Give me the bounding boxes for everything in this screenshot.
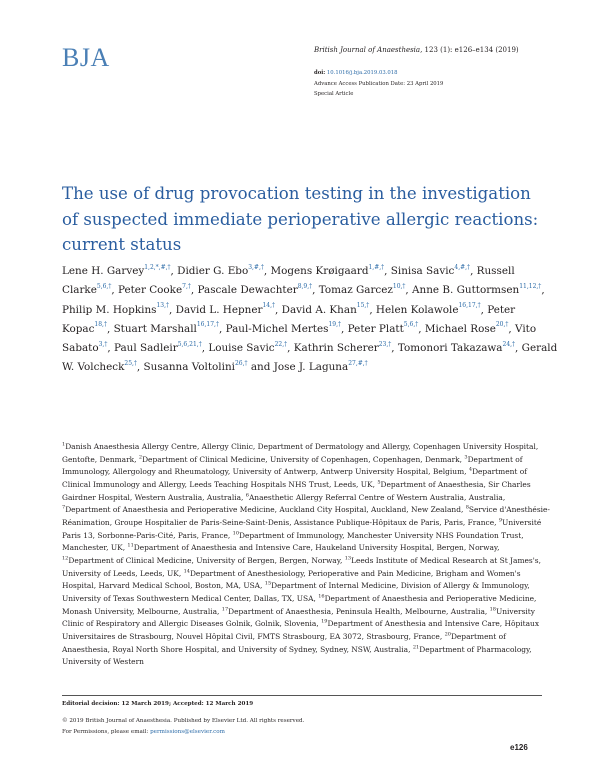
affiliation-text: University Clinic of Respiratory and Allergic Diseases Golnik, Golnik, Slovenia, (62, 606, 535, 629)
affiliation-number: 7 (62, 504, 66, 511)
affiliation-number: 21 (412, 644, 420, 651)
affiliation-text: Department of Anaesthesia, Peninsula Health, Melbourne, Australia, (228, 606, 490, 616)
affiliation-text: Department of Clinical Medicine, University of Copenhagen, Copenhagen, Denmark, (142, 454, 465, 464)
author-separator: , (218, 322, 226, 335)
affiliation-number: 5 (377, 479, 381, 486)
author-separator: , (136, 361, 144, 374)
author-affiliation-marks[interactable]: 1,#,† (368, 263, 385, 271)
author-list (62, 262, 562, 378)
author-separator: , (541, 284, 545, 297)
author-affiliation-marks[interactable]: 22,† (274, 340, 288, 348)
author-affiliation-marks[interactable]: 16,17,† (458, 302, 481, 310)
journal-issue: , 123 (1): e126–e134 (2019) (420, 46, 519, 54)
author-affiliation-marks[interactable]: 16,17,† (196, 321, 219, 329)
affiliation-number: 19 (321, 618, 328, 625)
author-name: Peter Cooke (117, 284, 183, 297)
author-name: Stuart Marshall (113, 322, 197, 335)
author-affiliation-marks[interactable]: 23,† (378, 340, 392, 348)
affiliation-text: Department of Pharmacology, University of Western (62, 644, 532, 667)
affiliation-text: Leeds Institute of Medical Research at St James's, University of Leeds, Leeds, UK, (62, 555, 541, 578)
doi-link[interactable]: 10.1016/j.bja.2019.03.018 (326, 70, 398, 76)
author-affiliation-marks[interactable]: 4,#,† (454, 263, 471, 271)
author-separator: , (107, 342, 114, 355)
author-separator: , (287, 342, 294, 355)
author-affiliation-marks[interactable]: 19,† (328, 321, 342, 329)
journal-logo: BJA (62, 43, 110, 72)
author-separator: , (111, 284, 118, 297)
affiliation-number: 18 (489, 606, 496, 613)
author-name: Tomaz Garcez (318, 284, 393, 297)
affiliation-text: Department of Anaesthesia, Sir Charles Gairdner Hospital, Western Australia, Australia, (62, 479, 531, 502)
page-number: e126 (510, 743, 528, 752)
author-name: Pascale Dewachter (197, 284, 298, 297)
affiliation-text: Danish Anaesthesia Allergy Centre, Allergy Clinic, Department of Dermatology and Allergy, Copenhagen University Hospital, Gentofte, Denmark, (62, 442, 539, 464)
affiliation-number: 9 (498, 517, 503, 524)
author-separator: , (470, 265, 477, 277)
author-separator: , (275, 303, 282, 316)
affiliation-number: 14 (183, 568, 190, 575)
author-affiliation-marks[interactable]: 3,† (98, 340, 108, 348)
affiliation-number: 2 (138, 454, 143, 461)
author-name: Peter Kopac (62, 303, 516, 335)
editorial-dates: Editorial decision: 12 March 2019; Accepted: 12 March 2019 (62, 701, 254, 707)
affiliation-text: Anaesthetic Allergy Referral Centre of Western Australia, Australia, (248, 492, 506, 502)
article-meta (314, 68, 443, 100)
affiliation-number: 3 (464, 454, 468, 461)
permissions-prefix: For Permissions, please email: (62, 728, 151, 735)
author-name: Louise Savic (208, 342, 275, 355)
affiliation-number: 4 (468, 466, 473, 473)
author-affiliation-marks[interactable]: 8,9,† (297, 282, 313, 290)
author-separator: , (480, 303, 488, 316)
affiliation-number: 17 (221, 606, 229, 613)
author-separator: , (369, 303, 376, 316)
author-separator: , (384, 265, 391, 277)
author-affiliation-marks[interactable]: 5,6,† (403, 321, 419, 329)
author-separator: , (169, 303, 176, 316)
author-affiliation-marks[interactable]: 13,† (156, 302, 170, 310)
author-name: Peter Platt (347, 322, 404, 335)
doi-label: doi: (314, 70, 326, 76)
affiliation-number: 10 (232, 530, 240, 537)
author-affiliation-marks[interactable]: 18,† (94, 321, 107, 329)
author-name: Helen Kolawole (375, 303, 459, 316)
author-separator: , (405, 284, 413, 297)
affiliation-number: 15 (264, 580, 272, 587)
author-name: Tomonori Takazawa (397, 342, 503, 355)
affiliation-number: 1 (62, 441, 66, 448)
journal-name: British Journal of Anaesthesia (314, 46, 421, 54)
author-name: Paul-Michel Mertes (225, 322, 329, 335)
author-name: David A. Khan (281, 303, 357, 316)
footer-divider (62, 695, 542, 696)
affiliation-text: Université Paris 13, Sorbonne-Paris-Cité, Paris, France, (62, 517, 542, 540)
author-name: Michael Rose (424, 322, 496, 335)
author-name: Philip M. Hopkins (62, 303, 157, 316)
article-type: Special Article (314, 91, 354, 97)
affiliation-text: Department of Anesthesia and Intensive Care, Hôpitaux Universitaires de Strasbourg, Nouvel Hôpital Civil, FMTS Strasbourg, EA 3072, Strasbourg, France, (62, 619, 540, 641)
affiliation-text: Department of Immunology, Allergology and Rheumatology, University of Antwerp, Antwerp University Hospital, Belgium, (62, 454, 523, 477)
copyright-line: © 2019 British Journal of Anaesthesia. Published by Elsevier Ltd. All rights reserved. (62, 718, 305, 724)
author-affiliation-marks[interactable]: 7,† (182, 282, 191, 290)
author-affiliation-marks[interactable]: 5,6,21,† (177, 340, 202, 348)
author-affiliation-marks[interactable]: 26,† (234, 360, 248, 368)
author-affiliation-marks[interactable]: 11,12,† (519, 282, 542, 290)
author-name: Lene H. Garvey (62, 265, 145, 277)
affiliation-number: 20 (444, 631, 451, 638)
author-affiliation-marks[interactable]: 5,6,† (96, 282, 112, 290)
author-name: Russell Clarke (62, 265, 515, 297)
affiliations (62, 441, 550, 669)
affiliation-text: Department of Clinical Immunology and Allergy, Leeds Teaching Hospitals NHS Trust, Leeds, UK, (62, 467, 527, 489)
author-name: David L. Hepner (175, 303, 263, 316)
publication-date: Advance Access Publication Date: 23 April 2019 (314, 80, 444, 87)
author-affiliation-marks[interactable]: 10,† (392, 282, 406, 290)
permissions-email[interactable]: permissions@elsevier.com (150, 728, 225, 735)
author-separator: , (106, 322, 114, 335)
author-name: Jose J. Laguna (273, 361, 349, 374)
affiliation-number: 12 (62, 555, 69, 562)
permissions-line (62, 727, 304, 738)
author-separator: , (341, 322, 348, 335)
author-name: Mogens Krøigaard (270, 265, 369, 277)
author-affiliation-marks[interactable]: 25,† (124, 360, 137, 368)
affiliation-text: Department of Immunology, Manchester University NHS Foundation Trust, Manchester, UK, (62, 530, 524, 553)
author-separator: , (201, 342, 209, 355)
author-affiliation-marks[interactable]: 20,† (495, 321, 509, 329)
affiliation-number: 11 (127, 542, 134, 549)
author-separator: , (508, 322, 516, 335)
author-affiliation-marks[interactable]: 24,† (502, 340, 516, 348)
author-name: Gerald W. Volcheck (62, 342, 558, 374)
author-affiliation-marks[interactable]: 1,2,*,#,† (144, 263, 171, 271)
author-separator: and (247, 361, 274, 374)
author-affiliation-marks[interactable]: 14,† (262, 302, 276, 310)
author-name: Sinisa Savic (390, 265, 455, 277)
author-name: Kathrin Scherer (293, 342, 379, 355)
journal-citation (314, 46, 519, 54)
author-affiliation-marks[interactable]: 27,#,† (348, 360, 368, 368)
affiliation-text: Service d'Anesthésie-Réanimation, Groupe Hospitalier de Paris-Seine-Saint-Denis, Assistance Publique-Hôpitaux de Paris, Paris, France, (62, 505, 550, 527)
affiliation-text: Department of Anaesthesia and Intensive Care, Haukeland University Hospital, Bergen, Norway, (133, 543, 500, 553)
author-separator: , (391, 342, 398, 355)
affiliation-text: Department of Anaesthesia, Royal North Shore Hospital, and University of Sydney, Sydney, NSW, Australia, (62, 631, 506, 654)
author-name: Paul Sadleir (113, 342, 178, 355)
affiliation-text: Department of Anaesthesia and Perioperative Medicine, Auckland City Hospital, Auckland, New Zealand, (65, 505, 466, 515)
author-name: Anne B. Guttormsen (412, 284, 520, 297)
doi-line (314, 68, 443, 79)
copyright-block (62, 716, 304, 737)
author-separator: , (515, 342, 522, 355)
author-separator: , (263, 265, 271, 277)
affiliation-number: 16 (318, 593, 325, 600)
author-name: Susanna Voltolini (143, 361, 235, 374)
author-affiliation-marks[interactable]: 3,#,† (248, 263, 264, 271)
author-name: Vito Sabato (62, 322, 537, 355)
author-separator: , (190, 284, 198, 297)
author-separator: , (170, 265, 178, 277)
affiliation-number: 13 (344, 555, 352, 562)
affiliation-text: Department of Clinical Medicine, University of Bergen, Bergen, Norway, (68, 555, 345, 565)
author-separator: , (312, 284, 319, 297)
affiliation-number: 6 (245, 492, 249, 499)
affiliation-text: Department of Anesthesiology, Perioperative and Pain Medicine, Brigham and Women's Hospital, Harvard Medical School, Boston, MA, USA, (62, 568, 521, 591)
author-separator: , (418, 322, 425, 335)
affiliation-number: 8 (465, 504, 469, 511)
article-title: The use of drug provocation testing in the investigation of suspected immediate perioperative allergic reactions: current status (62, 184, 539, 254)
author-name: Didier G. Ebo (177, 265, 249, 277)
author-affiliation-marks[interactable]: 15,† (356, 302, 370, 310)
affiliation-text: Department of Internal Medicine, Division of Allergy & Immunology, University of Texas Southwestern Medical Center, Dallas, TX, USA, (62, 581, 530, 603)
affiliation-text: Department of Anaesthesia and Perioperative Medicine, Monash University, Melbourne, Australia, (62, 593, 537, 616)
